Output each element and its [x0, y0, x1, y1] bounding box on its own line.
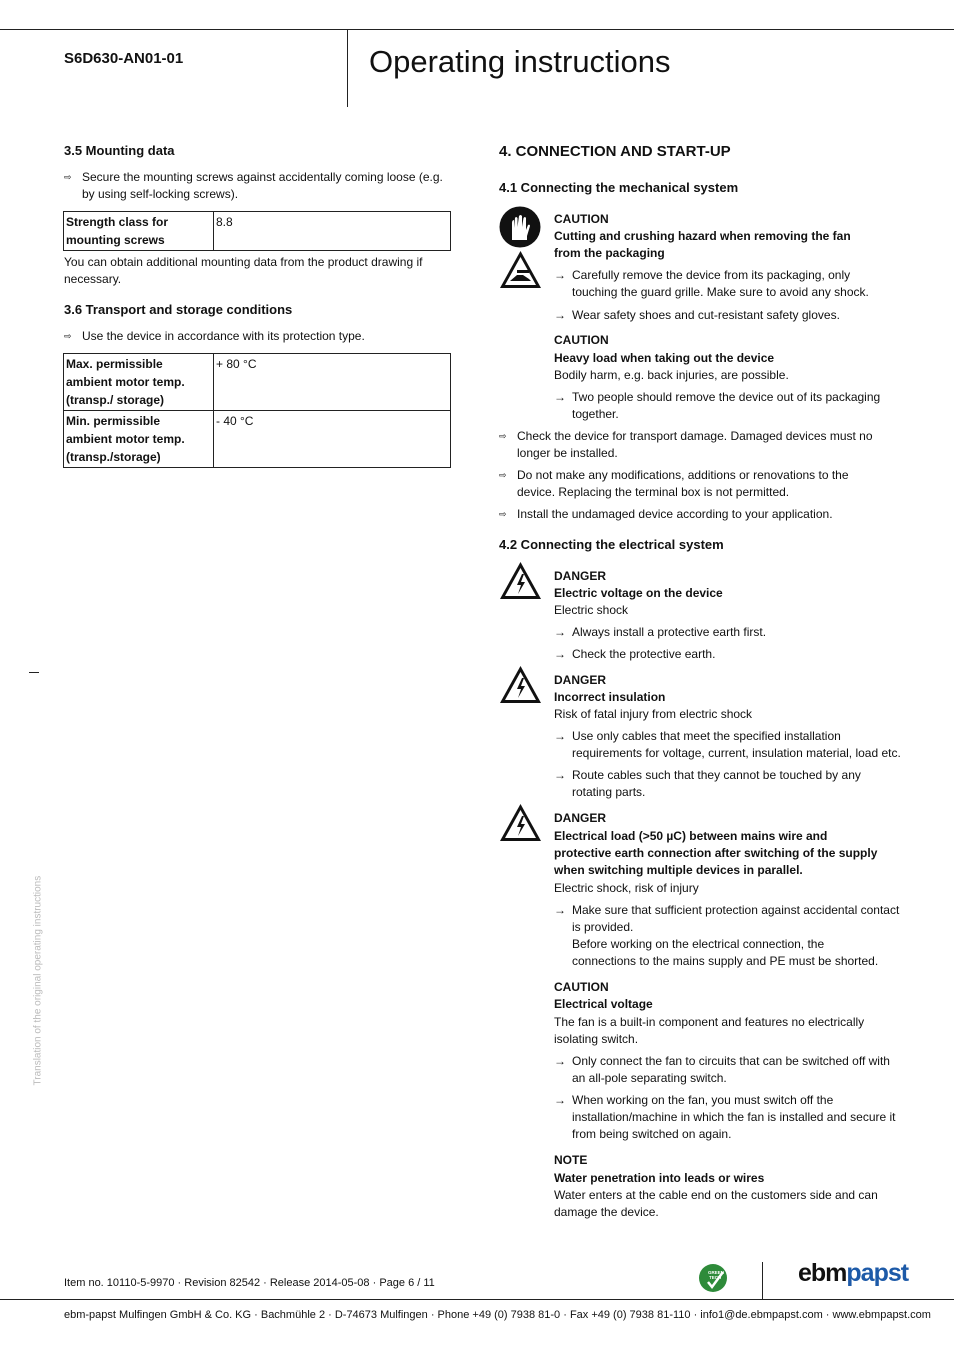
arrow-item: → Use only cables that meet the specified installation requirements for voltage, current, insulation material, load etc. [554, 729, 901, 760]
electric-danger-icon [499, 561, 542, 600]
company-info: ebm-papst Mulfingen GmbH & Co. KG · Bachmühle 2 · D-74673 Mulfingen · Phone +49 (0) 7938 81-0 · Fax +49 (0) 7938 81-110 · info1@de.ebmpapst.com · www.ebmpapst.com [64, 1309, 931, 1321]
caution-3-label: CAUTION [554, 980, 609, 994]
section-3-5-heading: 3.5 Mounting data [64, 143, 175, 158]
wear-gloves-icon [499, 206, 542, 248]
double-arrow-bullet-icon: ⇨ [64, 331, 72, 341]
electric-danger-icon [499, 665, 542, 704]
double-arrow-bullet-icon: ⇨ [64, 172, 72, 182]
arrow-item: → Route cables such that they cannot be touched by any rotating parts. [554, 768, 861, 799]
section-4-1-heading: 4.1 Connecting the mechanical system [499, 180, 739, 195]
arrow-item: → Carefully remove the device from its packaging, only touching the guard grille. Make sure to avoid any shock. [554, 268, 869, 299]
caution-2-label: CAUTION [554, 333, 609, 347]
danger-2-desc: Risk of fatal injury from electric shock [554, 707, 753, 721]
caution-2-desc: Bodily harm, e.g. back injuries, are possible. [554, 368, 789, 382]
crushing-hazard-icon [499, 250, 542, 289]
table-row: Min. permissible ambient motor temp. (transp./storage) - 40 °C [64, 411, 451, 468]
footer-rule [0, 1299, 954, 1300]
section-4-heading: 4. CONNECTION AND START-UP [499, 143, 731, 160]
note-title: Water penetration into leads or wires [554, 1171, 765, 1185]
note-label: NOTE [554, 1153, 588, 1167]
bullet-item: ⇨ Secure the mounting screws against accidentally coming loose (e.g. by using self-locking screws). [64, 170, 443, 201]
arrow-icon: → [554, 1093, 566, 1107]
transport-conditions-table [63, 353, 451, 468]
arrow-item: → Make sure that sufficient protection against accidental contact is provided. Before working on the electrical connection, the connections to the mains supply and PE must be shorted. [554, 903, 900, 968]
green-tech-badge-icon [697, 1262, 729, 1294]
svg-text:GREEN: GREEN [708, 1270, 725, 1275]
arrow-icon: → [554, 308, 566, 322]
ebmpapst-logo: ebmpapst [798, 1259, 909, 1287]
arrow-icon: → [554, 268, 566, 282]
header-divider [347, 29, 348, 107]
arrow-icon: → [554, 647, 566, 661]
table-row: Strength class for mounting screws 8.8 [64, 212, 451, 251]
danger-1-title: Electric voltage on the device [554, 586, 723, 600]
caution-3-desc: The fan is a built-in component and features no electrically isolating switch. [554, 1015, 865, 1046]
caution-2-title: Heavy load when taking out the device [554, 351, 775, 365]
bullet-item: ⇨ Check the device for transport damage. Damaged devices must no longer be installed. [499, 429, 873, 460]
model-number: S6D630-AN01-01 [64, 50, 184, 67]
mounting-note: You can obtain additional mounting data from the product drawing if necessary. [64, 255, 423, 286]
danger-1-desc: Electric shock [554, 603, 629, 617]
double-arrow-bullet-icon: ⇨ [499, 470, 507, 480]
table-row: Max. permissible ambient motor temp. (transp./ storage) + 80 °C [64, 354, 451, 411]
danger-2-title: Incorrect insulation [554, 690, 666, 704]
section-4-2-heading: 4.2 Connecting the electrical system [499, 537, 724, 552]
danger-3-title: Electrical load (>50 µC) between mains wire and protective earth connection after switching of the supply when switching multiple devices in parallel. [554, 829, 878, 877]
double-arrow-bullet-icon: ⇨ [499, 509, 507, 519]
arrow-icon: → [554, 625, 566, 639]
arrow-item: → Check the protective earth. [554, 647, 716, 661]
caution-3-title: Electrical voltage [554, 997, 653, 1011]
arrow-icon: → [554, 1054, 566, 1068]
arrow-icon: → [554, 903, 566, 917]
arrow-item: → Always install a protective earth first. [554, 625, 767, 639]
danger-2-label: DANGER [554, 673, 607, 687]
bullet-item: ⇨ Install the undamaged device according to your application. [499, 507, 833, 521]
danger-1-label: DANGER [554, 569, 607, 583]
danger-3-label: DANGER [554, 811, 607, 825]
arrow-item: → Only connect the fan to circuits that can be switched off with an all-pole separating switch. [554, 1054, 890, 1085]
footer-divider [762, 1262, 763, 1300]
note-desc: Water enters at the cable end on the customers side and can damage the device. [554, 1188, 878, 1219]
bullet-item: ⇨ Use the device in accordance with its protection type. [64, 329, 365, 343]
item-info: Item no. 10110-5-9970 · Revision 82542 · Release 2014-05-08 · Page 6 / 11 [64, 1277, 435, 1289]
mounting-data-table [63, 211, 451, 251]
arrow-icon: → [554, 729, 566, 743]
caution-1-label: CAUTION [554, 212, 609, 226]
section-3-6-heading: 3.6 Transport and storage conditions [64, 302, 293, 317]
svg-text:TECH: TECH [709, 1275, 722, 1280]
caution-1-title: Cutting and crushing hazard when removing the fan from the packaging [554, 229, 851, 260]
arrow-icon: → [554, 390, 566, 404]
bullet-item: ⇨ Do not make any modifications, additions or renovations to the device. Replacing the terminal box is not permitted. [499, 468, 849, 499]
arrow-icon: → [554, 768, 566, 782]
arrow-item: → When working on the fan, you must switch off the installation/machine in which the fan is installed and secure it from being switched on again. [554, 1093, 896, 1141]
fold-mark [29, 672, 39, 673]
arrow-item: → Wear safety shoes and cut-resistant safety gloves. [554, 308, 840, 322]
header-top-rule [0, 29, 954, 30]
danger-3-desc: Electric shock, risk of injury [554, 881, 699, 895]
double-arrow-bullet-icon: ⇨ [499, 431, 507, 441]
arrow-item: → Two people should remove the device out of its packaging together. [554, 390, 881, 421]
electric-danger-icon [499, 803, 542, 842]
page-title: Operating instructions [369, 44, 671, 79]
side-translation-note: Translation of the original operating instructions [32, 875, 44, 1086]
